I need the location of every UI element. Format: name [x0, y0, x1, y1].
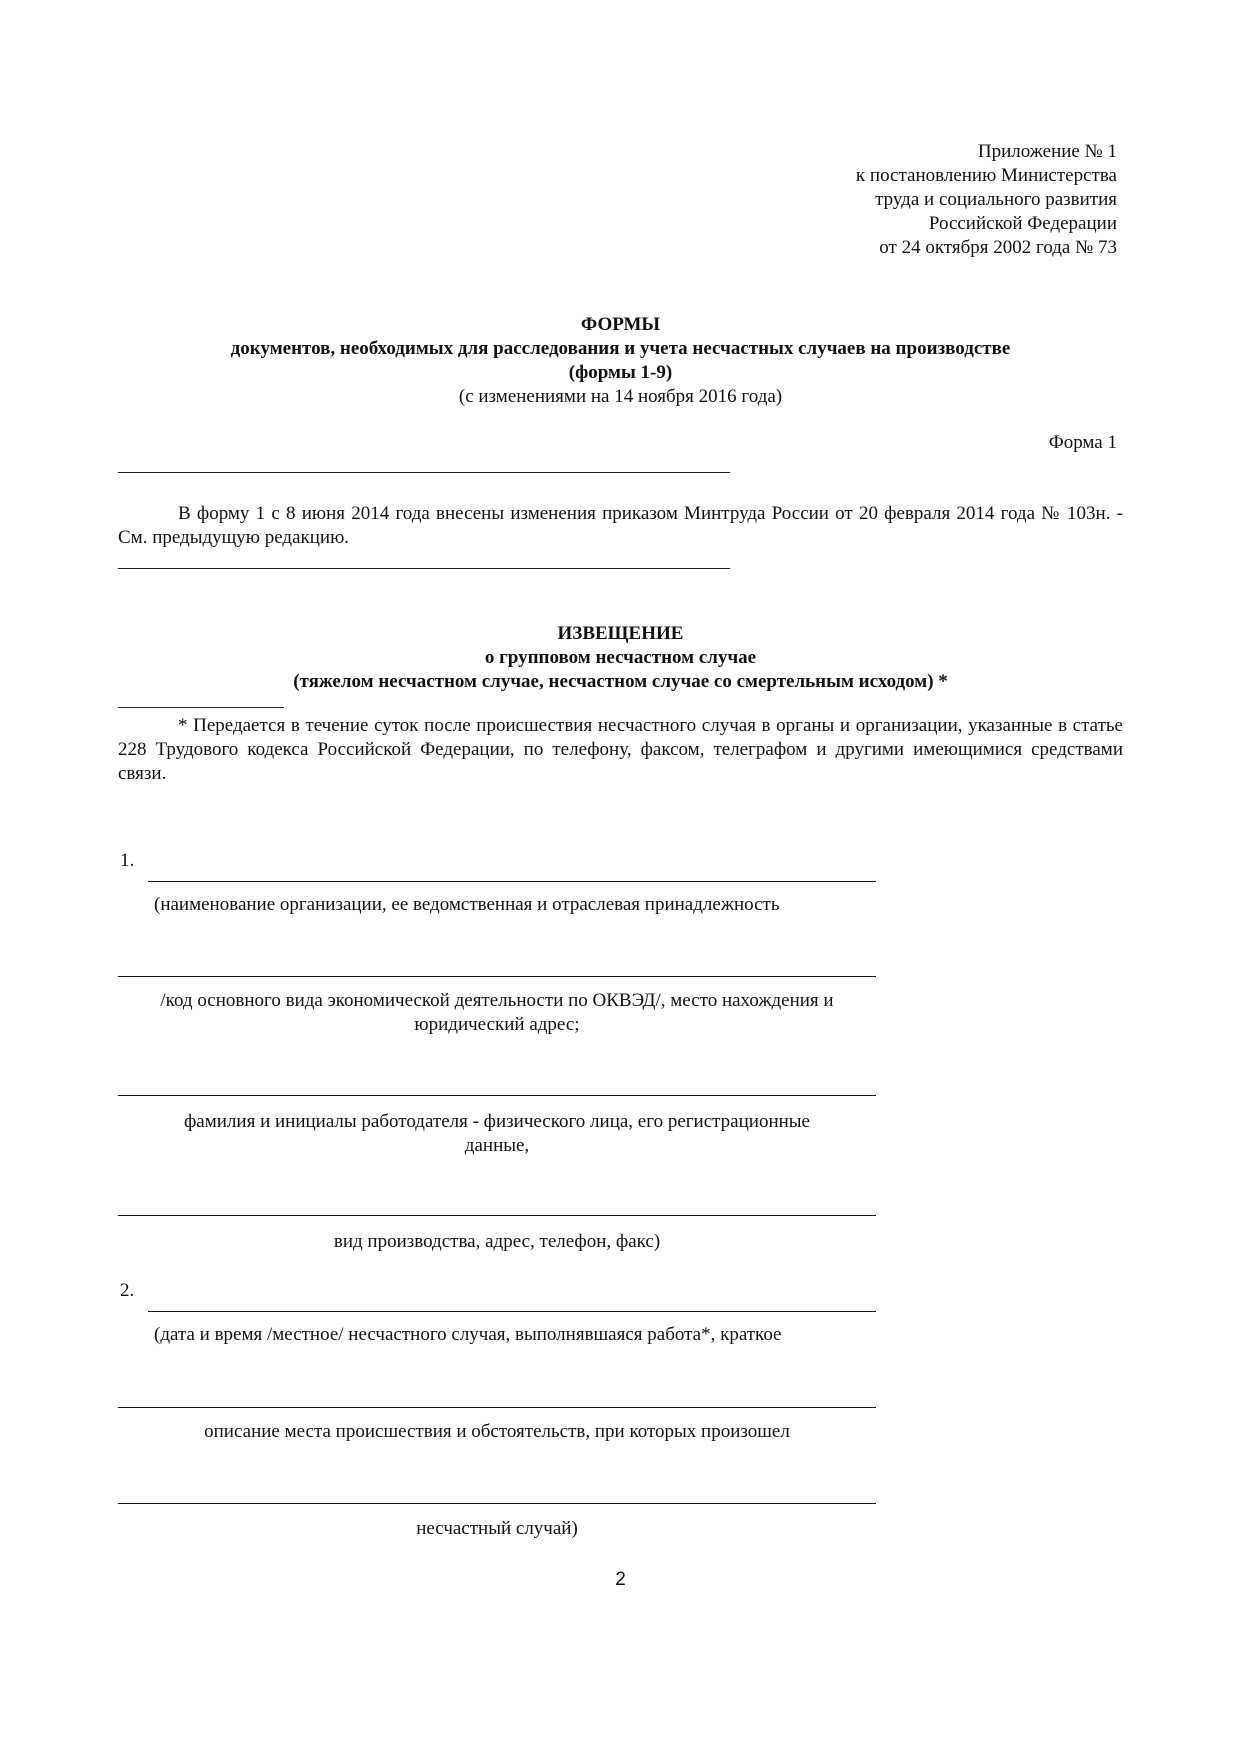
section-2-number: 2. [120, 1280, 135, 1301]
section-1-field-4[interactable] [118, 1215, 876, 1216]
title-changes: (с изменениями на 14 ноября 2016 года) [458, 386, 783, 407]
notice-sub-1: о групповом несчастном случае [484, 647, 757, 668]
appendix-line-5: от 24 октября 2002 года № 73 [879, 237, 1117, 258]
footnote-text: * Передается в течение суток после происшествия несчастного случая в органы и организации, указанные в статье 228 Трудового кодекса Российской Федерации, по телефону, факсом, телеграфом и другими имеющимися средствами связи. [118, 715, 1123, 784]
section-1-caption-2a: /код основного вида экономической деятельности по ОКВЭД/, место нахождения и [160, 990, 834, 1011]
appendix-line-3: труда и социального развития [875, 189, 1117, 210]
title-sub: документов, необходимых для расследования и учета несчастных случаев на производстве [230, 338, 1011, 359]
form-label: Форма 1 [1048, 432, 1117, 453]
title-forms: (формы 1-9) [568, 362, 673, 383]
title-main: ФОРМЫ [580, 314, 661, 335]
section-2-field-2[interactable] [118, 1407, 876, 1408]
section-1-caption-1: (наименование организации, ее ведомственная и отраслевая принадлежность [154, 894, 780, 915]
appendix-block [617, 140, 1117, 260]
section-1-caption-4: вид производства, адрес, телефон, факс) [333, 1231, 661, 1252]
appendix-line-4: Российской Федерации [928, 213, 1117, 234]
section-1-field-1[interactable] [148, 881, 876, 882]
section-2-caption-1: (дата и время /местное/ несчастного случая, выполнявшаяся работа*, краткое [154, 1324, 782, 1345]
section-1-number: 1. [120, 850, 135, 871]
notice-title: ИЗВЕЩЕНИЕ [557, 623, 684, 644]
footnote-separator [118, 707, 284, 708]
section-2-field-3[interactable] [118, 1503, 876, 1504]
note-top-separator [118, 472, 730, 473]
section-2-caption-2: описание места происшествия и обстоятельств, при которых произошел [204, 1421, 790, 1442]
note-bottom-separator [118, 568, 730, 569]
section-1-field-2[interactable] [118, 976, 876, 977]
section-1-caption-2b: юридический адрес; [414, 1014, 580, 1035]
section-1-field-3[interactable] [118, 1095, 876, 1096]
section-2-caption-3: несчастный случай) [416, 1518, 578, 1539]
section-1-caption-3b: данные, [464, 1135, 530, 1156]
appendix-line-1: Приложение № 1 [977, 141, 1117, 162]
notice-sub-2: (тяжелом несчастном случае, несчастном случае со смертельным исходом) * [293, 671, 948, 692]
section-1-caption-3a: фамилия и инициалы работодателя - физического лица, его регистрационные [184, 1111, 810, 1132]
appendix-line-2: к постановлению Министерства [855, 165, 1117, 186]
section-2-field-1[interactable] [148, 1311, 876, 1312]
amendment-note: В форму 1 с 8 июня 2014 года внесены изменения приказом Минтруда России от 20 февраля 2014 года № 103н. - См. предыдущую редакцию. [118, 503, 1123, 548]
page-number: 2 [615, 1569, 626, 1590]
